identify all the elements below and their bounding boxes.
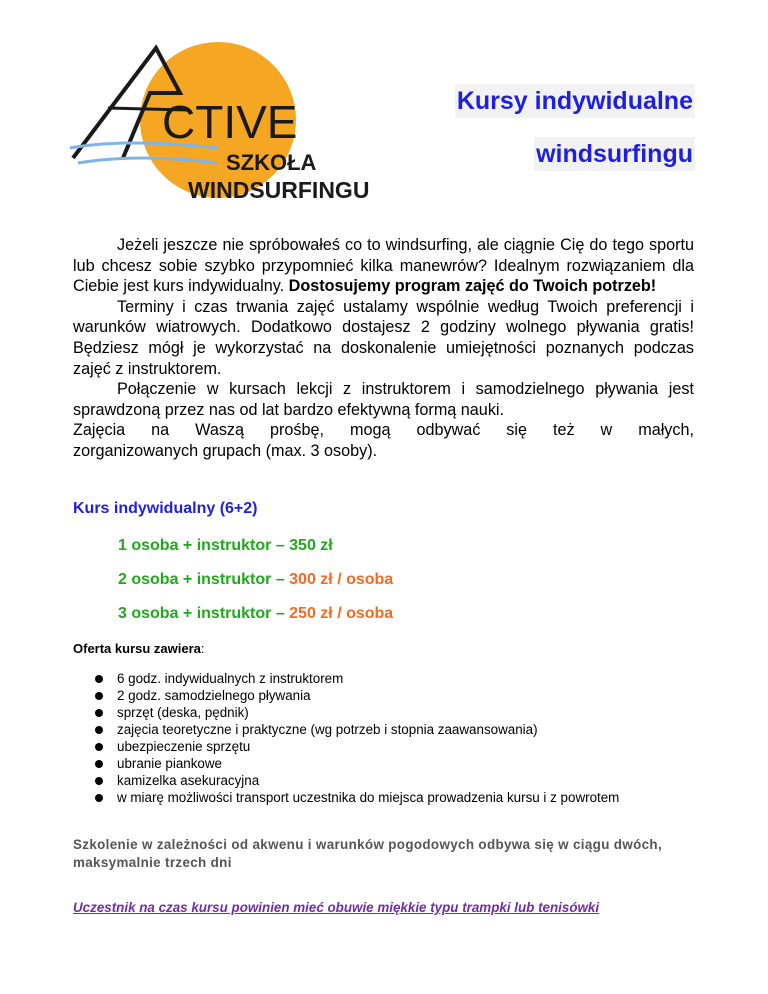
intro-paragraph-2: Terminy i czas trwania zajęć ustalamy wspólnie według Twoich preferencji i warunków wiatrowych. Dodatkowo dostajesz 2 godziny wolnego pływania gratis! Będziesz mógł je wykorzystać na doskonalenie umiejętności poznanych podczas zajęć z instruktorem. — [73, 297, 694, 378]
intro-paragraph-1 — [73, 235, 694, 297]
list-item — [73, 738, 677, 755]
intro-p1-text: Jeżeli jeszcze nie spróbowałeś co to windsurfing, ale ciągnie Cię do tego sportu lub chcesz sobie szybko przypomnieć kilka manewrów? Idealnym rozwiązaniem dla Ciebie jest kurs indywidualny. — [73, 236, 694, 296]
list-item — [73, 789, 677, 806]
bullet-icon — [95, 743, 103, 751]
list-item-text: 6 godz. indywidualnych z instruktorem — [117, 671, 344, 686]
price-label: 2 osoba + instruktor – — [118, 571, 290, 588]
list-item — [73, 687, 677, 704]
offer-heading: Oferta kursu zawiera: — [73, 641, 205, 656]
list-item — [73, 670, 677, 687]
logo-graphic — [68, 38, 398, 208]
footer-note: Uczestnik na czas kursu powinien mieć obuwie miękkie typu trampki lub tenisówki — [73, 900, 600, 915]
list-item-text: ubezpieczenie sprzętu — [117, 739, 251, 754]
price-value: 250 zł / osoba — [289, 605, 394, 622]
school-logo — [68, 38, 398, 208]
price-label: 1 osoba + instruktor – — [118, 537, 290, 554]
intro-paragraph-4b: zorganizowanych grupach (max. 3 osoby). — [73, 441, 378, 460]
training-note: Szkolenie w zależności od akwenu i warunków pogodowych odbywa się w ciągu dwóch, maksymalnie trzech dni — [73, 837, 663, 870]
price-row-3 — [118, 605, 393, 623]
list-item-text: zajęcia teoretyczne i praktyczne (wg potrzeb i stopnia zaawansowania) — [117, 722, 538, 737]
bullet-icon — [95, 675, 103, 683]
intro-paragraph-3: Połączenie w kursach lekcji z instruktorem i samodzielnego pływania jest sprawdzoną przez nas od lat bardzo efektywną formą nauki. — [73, 380, 694, 419]
bullet-icon — [95, 726, 103, 734]
bullet-icon — [95, 777, 103, 785]
page-title-line2: windsurfingu — [534, 137, 695, 171]
logo-line2: SZKOŁA — [226, 150, 317, 175]
offer-list — [73, 670, 677, 806]
list-item-text: w miarę możliwości transport uczestnika do miejsca prowadzenia kursu i z powrotem — [117, 790, 620, 805]
list-item-text: sprzęt (deska, pędnik) — [117, 705, 249, 720]
intro-paragraph-4a: Zajęcia na Waszą prośbę, mogą odbywać się też w małych, — [73, 421, 694, 440]
page-title-line1: Kursy indywidualne — [455, 84, 695, 118]
list-item — [73, 721, 677, 738]
price-value: 300 zł / osoba — [289, 571, 394, 588]
list-item — [73, 755, 677, 772]
logo-line3: WINDSURFINGU — [188, 177, 370, 203]
bullet-icon — [95, 709, 103, 717]
course-title: Kurs indywidualny (6+2) — [73, 500, 258, 517]
bullet-icon — [95, 794, 103, 802]
bullet-icon — [95, 692, 103, 700]
logo-word: CTIVE — [162, 96, 298, 148]
list-item-text: 2 godz. samodzielnego pływania — [117, 688, 311, 703]
bullet-icon — [95, 760, 103, 768]
price-value: 350 zł — [289, 537, 333, 554]
price-row-1 — [118, 537, 333, 555]
offer-heading-text: Oferta kursu zawiera — [73, 641, 201, 656]
list-item — [73, 704, 677, 721]
list-item — [73, 772, 677, 789]
intro-p1-bold: Dostosujemy program zajęć do Twoich potrzeb! — [288, 277, 657, 296]
price-label: 3 osoba + instruktor – — [118, 605, 290, 622]
intro-text — [73, 235, 694, 462]
list-item-text: ubranie piankowe — [117, 756, 222, 771]
list-item-text: kamizelka asekuracyjna — [117, 773, 260, 788]
price-row-2 — [118, 571, 393, 589]
